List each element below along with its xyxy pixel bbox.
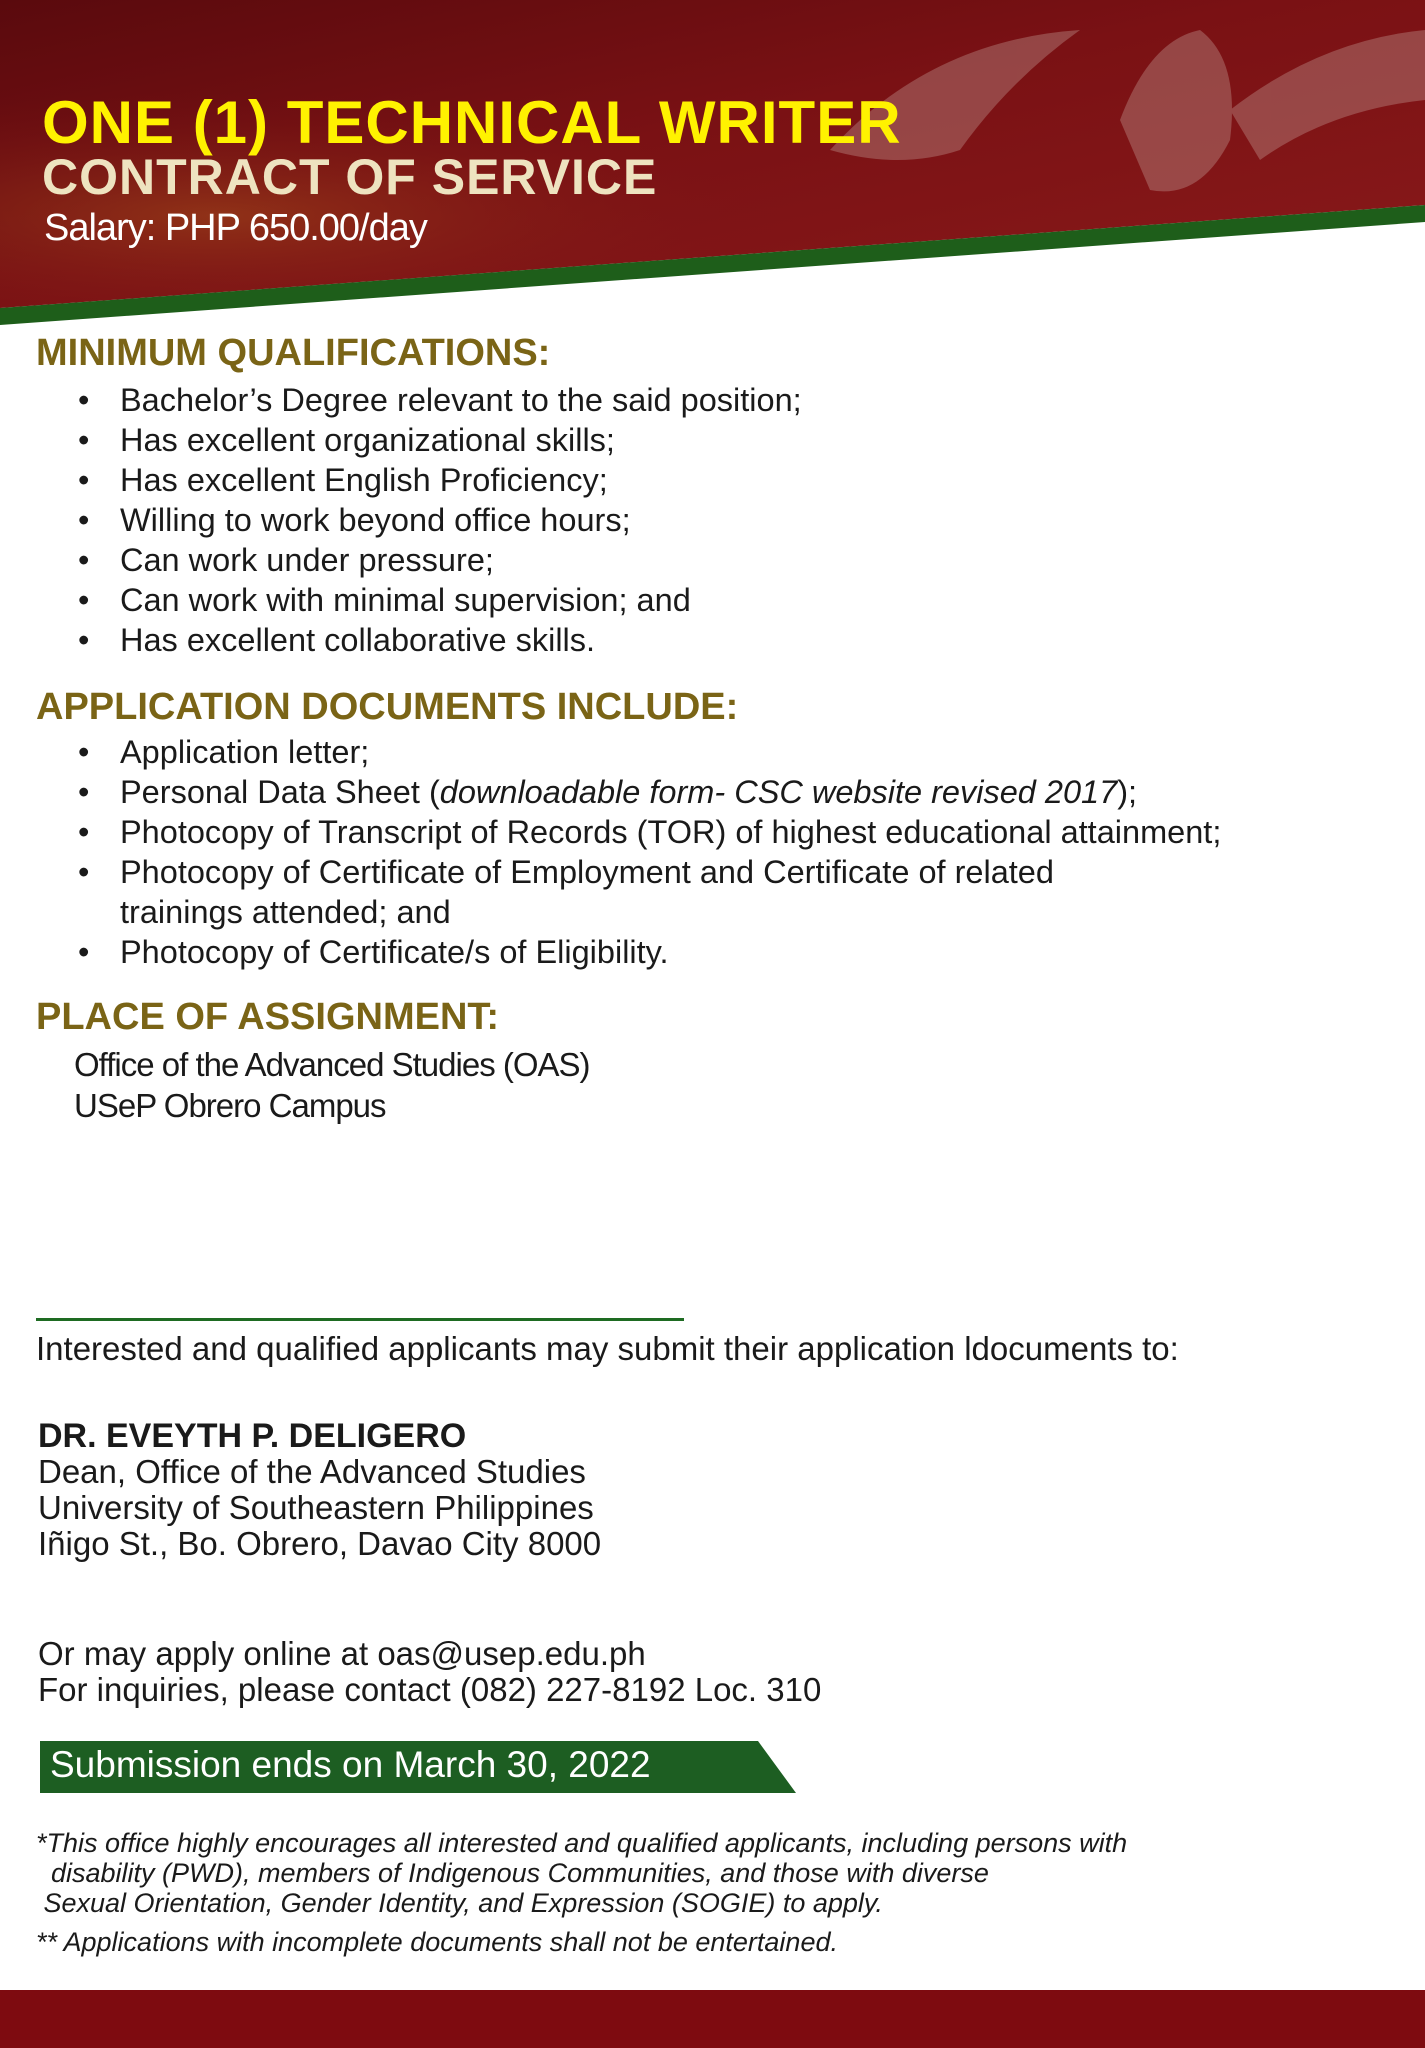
list-item: • Can work under pressure; xyxy=(72,540,802,580)
list-item xyxy=(72,852,1221,932)
list-item: • Has excellent English Proficiency; xyxy=(72,460,802,500)
incomplete-note: ** Applications with incomplete documents shall not be entertained. xyxy=(36,1927,838,1957)
list-item: • Application letter; xyxy=(72,732,1221,772)
qualifications-heading: MINIMUM QUALIFICATIONS: xyxy=(36,332,551,374)
inquiries-phone: For inquiries, please contact (082) 227-8192 Loc. 310 xyxy=(38,1671,822,1708)
assignment-heading: PLACE OF ASSIGNMENT: xyxy=(36,996,500,1038)
documents-heading: APPLICATION DOCUMENTS INCLUDE: xyxy=(36,686,739,728)
pds-note: downloadable form- CSC website revised 2017 xyxy=(439,774,1118,810)
list-item: • Has excellent collaborative skills. xyxy=(72,620,802,660)
documents-list xyxy=(72,732,1221,972)
online-email[interactable]: Or may apply online at oas@usep.edu.ph xyxy=(38,1635,646,1672)
pds-end: ); xyxy=(1117,774,1138,810)
contact-block xyxy=(38,1418,601,1562)
contact-name: DR. EVEYTH P. DELIGERO xyxy=(38,1417,467,1455)
assignment-campus: USeP Obrero Campus xyxy=(74,1087,386,1124)
divider xyxy=(36,1318,684,1321)
deadline-text: Submission ends on March 30, 2022 xyxy=(50,1744,651,1785)
assignment-office: Office of the Advanced Studies (OAS) xyxy=(74,1046,590,1083)
coe-line2: trainings attended; and xyxy=(120,894,451,930)
list-item: • Photocopy of Certificate/s of Eligibility. xyxy=(72,932,1221,972)
note-line: disability (PWD), members of Indigenous Communities, and those with diverse xyxy=(36,1858,989,1888)
contact-university: University of Southeastern Philippines xyxy=(38,1489,594,1526)
contact-address: Iñigo St., Bo. Obrero, Davao City 8000 xyxy=(38,1525,602,1562)
assignment-place xyxy=(74,1044,590,1126)
online-info xyxy=(38,1636,821,1708)
note-line: *This office highly encourages all interested and qualified applicants, including persons with xyxy=(36,1828,1128,1858)
list-item: • Bachelor’s Degree relevant to the said position; xyxy=(72,380,802,420)
list-item: • Willing to work beyond office hours; xyxy=(72,500,802,540)
contact-position: Dean, Office of the Advanced Studies xyxy=(38,1453,586,1490)
qualifications-list xyxy=(72,380,802,660)
pds-text: Personal Data Sheet ( xyxy=(120,774,440,810)
submission-intro: Interested and qualified applicants may submit their application ldocuments to: xyxy=(36,1330,1179,1367)
header-banner xyxy=(0,0,1425,330)
list-item xyxy=(72,772,1221,812)
list-item: • Photocopy of Transcript of Records (TOR) of highest educational attainment; xyxy=(72,812,1221,852)
inclusion-note xyxy=(36,1828,1127,1918)
contract-type: CONTRACT OF SERVICE xyxy=(42,149,658,205)
list-item: • Has excellent organizational skills; xyxy=(72,420,802,460)
list-item: • Can work with minimal supervision; and xyxy=(72,580,802,620)
coe-line1: Photocopy of Certificate of Employment and Certificate of related xyxy=(120,854,1054,890)
footer-bar xyxy=(0,1990,1425,2048)
job-title: ONE (1) TECHNICAL WRITER xyxy=(42,89,902,156)
salary: Salary: PHP 650.00/day xyxy=(44,207,427,249)
note-line: Sexual Orientation, Gender Identity, and Expression (SOGIE) to apply. xyxy=(36,1888,883,1918)
